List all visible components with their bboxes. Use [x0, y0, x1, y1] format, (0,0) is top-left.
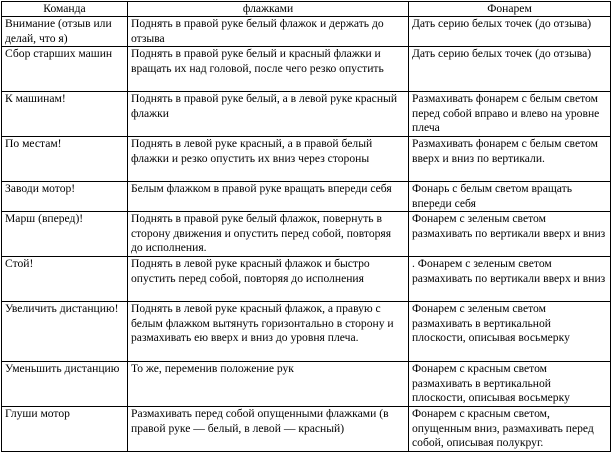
lantern-cell: . Фонарем с зеленым светом размахивать по вертикали вверх и вниз	[409, 257, 611, 302]
lantern-cell: Размахивать фонарем с белым светом вверх и вниз по вертикали.	[409, 137, 611, 182]
flags-cell: То же, переменив положение рук	[128, 362, 409, 407]
command-cell: Внимание (отзыв или делай, что я)	[2, 17, 128, 47]
table-row	[2, 47, 611, 92]
lantern-cell: Размахивать фонарем с белым светом перед собой вправо и влево на уровне плеча	[409, 92, 611, 137]
header-row	[2, 2, 611, 17]
lantern-cell: Фонарем с красным светом, опущенным вниз, размахивать перед собой, описывая полукруг.	[409, 407, 611, 451]
lantern-cell: Фонарем с зеленым светом размахивать в вертикальной плоскости, описывая восьмерку	[409, 302, 611, 362]
header-flags: флажками	[128, 2, 409, 17]
command-cell: К машинам!	[2, 92, 128, 137]
table-row	[2, 362, 611, 407]
signals-table	[1, 1, 611, 452]
table-row	[2, 92, 611, 137]
lantern-cell: Фонарем с красным светом размахивать в вертикальной плоскости, описывая восьмерку	[409, 362, 611, 407]
table-row	[2, 407, 611, 451]
lantern-cell: Фонарь с белым светом вращать впереди себя	[409, 182, 611, 212]
table-row	[2, 257, 611, 302]
table-row	[2, 212, 611, 257]
command-cell: Уменьшить дистанцию	[2, 362, 128, 407]
table-row	[2, 182, 611, 212]
flags-cell: Поднять в правой руке белый, а в левой руке красный флажки	[128, 92, 409, 137]
command-cell: Глуши мотор	[2, 407, 128, 451]
flags-cell: Белым флажком в правой руке вращать впереди себя	[128, 182, 409, 212]
flags-cell: Поднять в правой руке белый флажок и держать до отзыва	[128, 17, 409, 47]
table-row	[2, 17, 611, 47]
command-cell: Марш (вперед)!	[2, 212, 128, 257]
flags-cell: Поднять в левой руке красный флажок, а правую с белым флажком вытянуть горизонтально в сторону и размахивать ею вверх и вниз до уровня плеча.	[128, 302, 409, 362]
command-cell: Увеличить дистанцию!	[2, 302, 128, 362]
lantern-cell: Фонарем с зеленым светом размахивать по вертикали вверх и вниз	[409, 212, 611, 257]
flags-cell: Поднять в левой руке красный, а в правой белый флажки и резко опустить их вниз через стороны	[128, 137, 409, 182]
command-cell: По местам!	[2, 137, 128, 182]
header-lantern: Фонарем	[409, 2, 611, 17]
flags-cell: Поднять в правой руке белый и красный флажки и вращать их над головой, после чего резко опустить	[128, 47, 409, 92]
table-row	[2, 137, 611, 182]
command-cell: Сбор старших машин	[2, 47, 128, 92]
lantern-cell: Дать серию белых точек (до отзыва)	[409, 17, 611, 47]
lantern-cell: Дать серию белых точек (до отзыва)	[409, 47, 611, 92]
flags-cell: Поднять в левой руке красный флажок и быстро опустить перед собой, повторяя до исполнения	[128, 257, 409, 302]
command-cell: Стой!	[2, 257, 128, 302]
table-row	[2, 302, 611, 362]
command-cell: Заводи мотор!	[2, 182, 128, 212]
flags-cell: Размахивать перед собой опущенными флажками (в правой руке — белый, в левой — красный)	[128, 407, 409, 451]
flags-cell: Поднять в правой руке белый флажок, повернуть в сторону движения и опустить перед собой, повторяя до исполнения.	[128, 212, 409, 257]
header-command: Команда	[2, 2, 128, 17]
